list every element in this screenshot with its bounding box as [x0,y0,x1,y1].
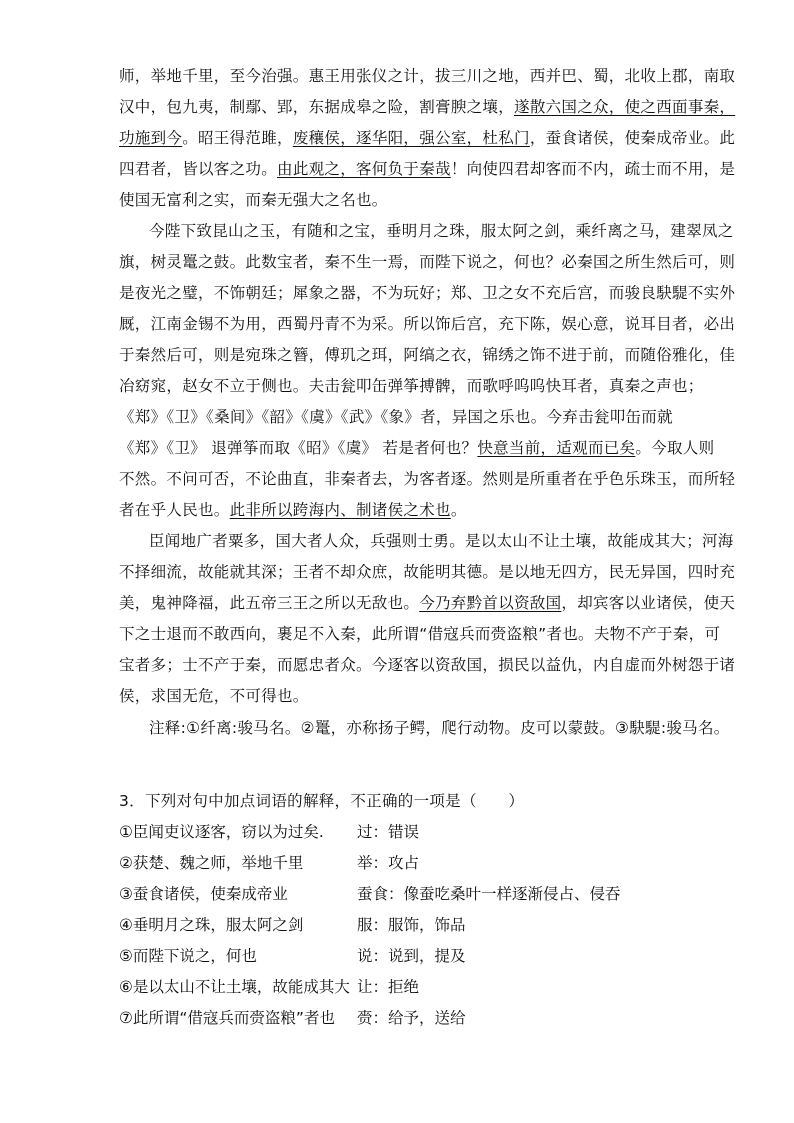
text-segment: 。昭王得范雎， [182,129,293,147]
text-segment: 。 [450,501,467,519]
text-segment: 师，举地千里，至今治强。惠王用张仪之计，拔三川之地，西并巴、蜀，北收上郡，南取 [119,67,736,85]
text-segment: 于秦然后可，则是宛珠之簪，傅玑之珥，阿缟之衣，锦绣之饰不进于前，而随俗雅化，佳 [119,346,736,364]
text-segment: ，蚕食诸侯，使秦成帝业。此 [529,129,736,147]
text-segment: 。今取人则 [635,439,715,457]
passage-line [119,311,735,337]
passage-line [119,249,735,275]
option-sentence: ⑦此所谓“借寇兵而赍盗粮”者也 [119,1009,335,1027]
option-sentence: ①臣闻吏议逐客，窃以为过矣. [119,823,324,841]
passage-line [119,94,735,120]
text-segment: 今陛下致昆山之玉，有随和之宝，垂明月之珠，服太阿之剑，乘纤离之马，建翠凤之 [149,222,734,240]
option-explanation: 说：说到，提及 [357,947,466,965]
passage-line [119,590,735,616]
passage-line [119,404,673,430]
text-segment: 四君者，皆以客之功。 [119,160,278,178]
underlined-phrase: 今乃弃黔首以资敌国 [419,594,562,612]
text-segment: 《郑》《卫》 退弹筝而取《昭》《虞》 若是者何也？ [119,439,478,457]
text-segment: 臣闻地广者粟多，国大者人众，兵强则士勇。是以太山不让土壤，故能成其大；河海 [149,532,734,550]
text-segment: 美，鬼神降福，此五帝三王之所以无敌也。 [119,594,420,612]
option-explanation: 让：拒绝 [357,978,420,996]
passage-line [119,342,735,368]
text-segment: 宝者多；士不产于秦，而愿忠者众。今逐客以资敌国，损民以益仇，内自虚而外树怨于诸 [119,656,736,674]
underlined-phrase: 快意当前，适观而已矣 [477,439,636,457]
passage-line [149,715,730,741]
passage-line [119,280,735,306]
passage-line [119,373,704,399]
text-segment: 是夜光之璧，不饰朝廷；犀象之器，不为玩好；郑、卫之女不充后宫，而骏良駃騠不实外 [119,284,736,302]
text-segment: 使国无富利之实，而秦无强大之名也。 [119,191,388,209]
passage-line [119,125,735,151]
passage-line [119,466,735,492]
option-explanation: 蚕食：像蚕吃桑叶一样逐渐侵占、侵吞 [357,885,621,903]
passage-line [119,559,735,585]
option-sentence: ⑤而陛下说之，何也 [119,947,257,965]
text-segment: 不然。不问可否，不论曲直，非秦者去，为客者逐。然则是所重者在乎色乐珠玉，而所轻 [119,470,736,488]
text-segment: ！向使四君却客而不内，疏士而不用，是 [450,160,736,178]
text-segment: 冶窈窕，赵女不立于侧也。夫击瓮叩缶弹筝搏髀，而歌呼呜呜快耳者，真秦之声也； [119,377,704,395]
option-explanation: 赍：给予，送给 [357,1009,466,1027]
text-segment: 注释:①纤离:骏马名。②鼍，亦称扬子鳄，爬行动物。皮可以蒙鼓。③駃騠:骏马名。 [149,719,730,737]
passage-line [149,218,734,244]
passage-line [149,528,734,554]
option-sentence: ②获楚、魏之师，举地千里 [119,854,304,872]
option-sentence: ③蚕食诸侯，使秦成帝业 [119,885,288,903]
option-explanation: 举：攻占 [357,854,420,872]
question-stem: 3．下列对句中加点词语的解释，不正确的一项是（ ） [119,792,525,810]
text-segment: 侯，求国无危，不可得也。 [119,687,309,705]
text-segment: ，却宾客以业诸侯，使天 [561,594,736,612]
passage-line [119,156,735,182]
option-explanation: 过：错误 [357,823,420,841]
text-segment: 者在乎人民也。 [119,501,230,519]
passage-line [119,621,720,647]
passage-line [119,63,735,89]
text-segment: 下之士退而不敢西向，裹足不入秦，此所谓“借寇兵而赍盗粮”者也。夫物不产于秦，可 [119,625,721,643]
option-sentence: ⑥是以太山不让土壤，故能成其大 [119,978,350,996]
passage-line [119,435,714,461]
passage-line [119,497,467,523]
text-segment: 厩，江南金锡不为用，西蜀丹青不为采。所以饰后宫，充下陈，娱心意，说耳目者，必出 [119,315,736,333]
underlined-phrase: 功施到今 [119,129,183,147]
underlined-phrase: 由此观之，客何负于秦哉 [277,160,451,178]
option-explanation: 服：服饰，饰品 [357,916,466,934]
passage-line [119,187,388,213]
passage-line [119,683,309,709]
text-segment: 《郑》《卫》《桑间》《韶》《虞》《武》《象》者，异国之乐也。今弃击瓮叩缶而就 [119,408,673,426]
passage-line [119,652,735,678]
underlined-phrase: 废穰侯，逐华阳，强公室，杜私门 [292,129,530,147]
underlined-phrase: 此非所以跨海内、制诸侯之术也 [229,501,451,519]
text-segment: 不择细流，故能就其深；王者不却众庶，故能明其德。是以地无四方，民无异国，四时充 [119,563,736,581]
underlined-phrase: 遂散六国之众，使之西面事秦， [514,98,736,116]
text-segment: 旗，树灵鼍之鼓。此数宝者，秦不生一焉，而陛下说之，何也？必秦国之所生然后可，则 [119,253,736,271]
option-sentence: ④垂明月之珠，服太阿之剑 [119,916,304,934]
text-segment: 汉中，包九夷，制鄢、郢，东据成皋之险，割膏腴之壤， [119,98,515,116]
